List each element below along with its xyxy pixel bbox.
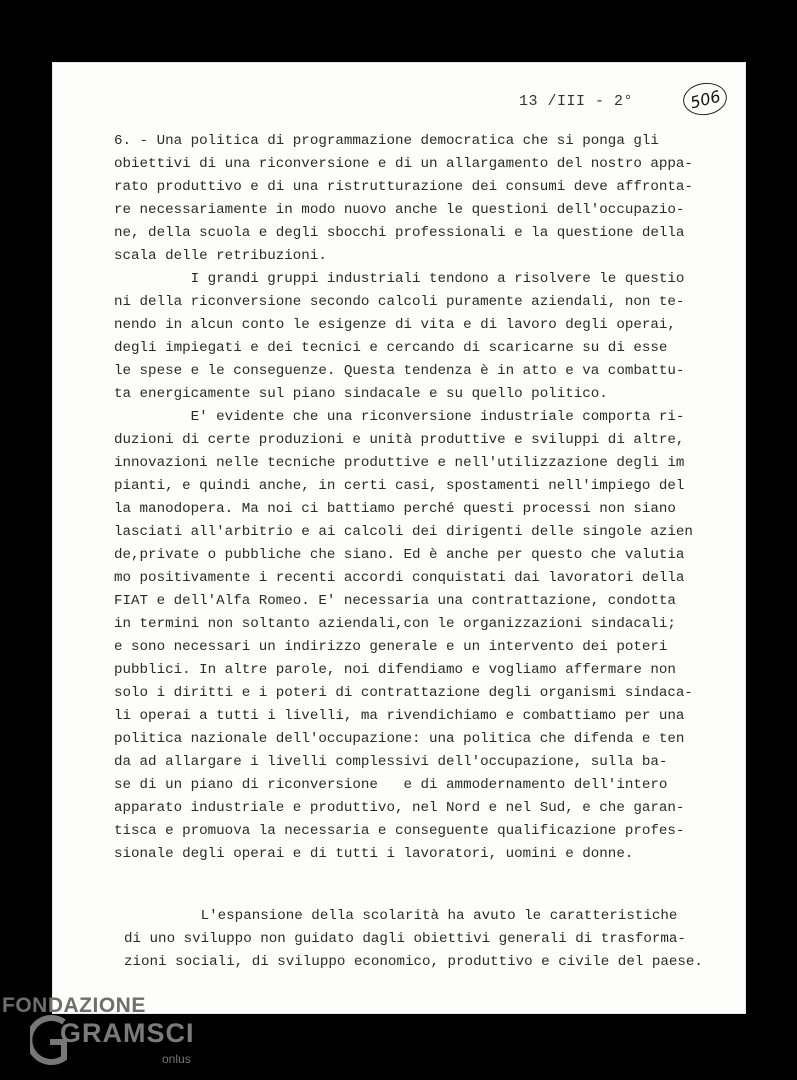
archive-stamp [681,80,729,118]
text-line: de,private o pubbliche che siano. Ed è anche per questo che valutia [114,547,685,563]
text-line: da ad allargare i livelli complessivi dell'occupazione, sulla ba- [114,754,668,770]
text-line: politica nazionale dell'occupazione: una politica che difenda e ten [114,731,685,747]
text-line: scala delle retribuzioni. [114,248,327,264]
text-line: E' evidente che una riconversione industriale comporta ri- [114,409,685,425]
text-line: apparato industriale e produttivo, nel Nord e nel Sud, e che garan- [114,800,685,816]
text-line: in termini non soltanto aziendali,con le organizzazioni sindacali; [114,616,676,632]
typed-text-lower [124,905,724,974]
text-line: se di un piano di riconversione e di ammodernamento dell'intero [114,777,668,793]
typed-text-upper [114,130,714,866]
text-line: pubblici. In altre parole, noi difendiamo e vogliamo affermare non [114,662,676,678]
paragraph-1 [114,130,714,268]
text-line: pianti, e quindi anche, in certi casi, spostamenti nell'impiego del [114,478,685,494]
text-line: nendo in alcun conto le esigenze di vita e di lavoro degli operai, [114,317,676,333]
paragraph-4 [124,905,724,974]
text-line: I grandi gruppi industriali tendono a risolvere le questio [114,271,685,287]
text-line: sionale degli operai e di tutti i lavoratori, uomini e donne. [114,846,634,862]
text-line: solo i diritti e i poteri di contrattazione degli organismi sindaca- [114,685,693,701]
paragraph-3 [114,406,714,866]
text-line: mo positivamente i recenti accordi conquistati dai lavoratori della [114,570,685,586]
text-line: duzioni di certe produzioni e unità produttive e sviluppi di altre, [114,432,685,448]
text-line: la manodopera. Ma noi ci battiamo perché questi processi non siano [114,501,676,517]
logo-line-1: FONDAZIONE [2,994,146,1017]
text-line: lasciati all'arbitrio e ai calcoli dei dirigenti delle singole azien [114,524,693,540]
text-line: innovazioni nelle tecniche produttive e nell'utilizzazione degli im [114,455,685,471]
text-line: FIAT e dell'Alfa Romeo. E' necessaria una contrattazione, condotta [114,593,676,609]
logo-line-3: onlus [162,1052,191,1066]
text-line: re necessariamente in modo nuovo anche le questioni dell'occupazio- [114,202,685,218]
text-line: zioni sociali, di sviluppo economico, produttivo e civile del paese. [124,954,703,970]
text-line: obiettivi di una riconversione e di un allargamento del nostro appa- [114,156,693,172]
text-line: ta energicamente sul piano sindacale e su quello politico. [114,386,608,402]
text-line: ni della riconversione secondo calcoli puramente aziendali, non te- [114,294,685,310]
page-reference: 13 /III - 2° [519,93,634,110]
text-line: degli impiegati e dei tecnici e cercando di scaricarne su di esse [114,340,668,356]
text-line: le spese e le conseguenze. Questa tendenza è in atto e va combattu- [114,363,685,379]
foundation-watermark-logo [0,988,210,1080]
text-line: 6. - Una politica di programmazione democratica che si ponga gli [114,133,659,149]
paragraph-2 [114,268,714,406]
text-line: e sono necessari un indirizzo generale e un intervento dei poteri [114,639,668,655]
text-line: rato produttivo e di una ristrutturazione dei consumi deve affronta- [114,179,693,195]
stamp-number: 506 [687,86,723,112]
text-line: tisca e promuova la necessaria e conseguente qualificazione profes- [114,823,685,839]
text-line: di uno sviluppo non guidato dagli obiettivi generali di trasforma- [124,931,686,947]
text-line: ne, della scuola e degli sbocchi professionali e la questione della [114,225,685,241]
document-page [52,62,746,1014]
text-line: L'espansione della scolarità ha avuto le caratteristiche [124,908,678,924]
logo-line-2: GRAMSCI [60,1018,195,1048]
text-line: li operai a tutti i livelli, ma rivendichiamo e combattiamo per una [114,708,685,724]
